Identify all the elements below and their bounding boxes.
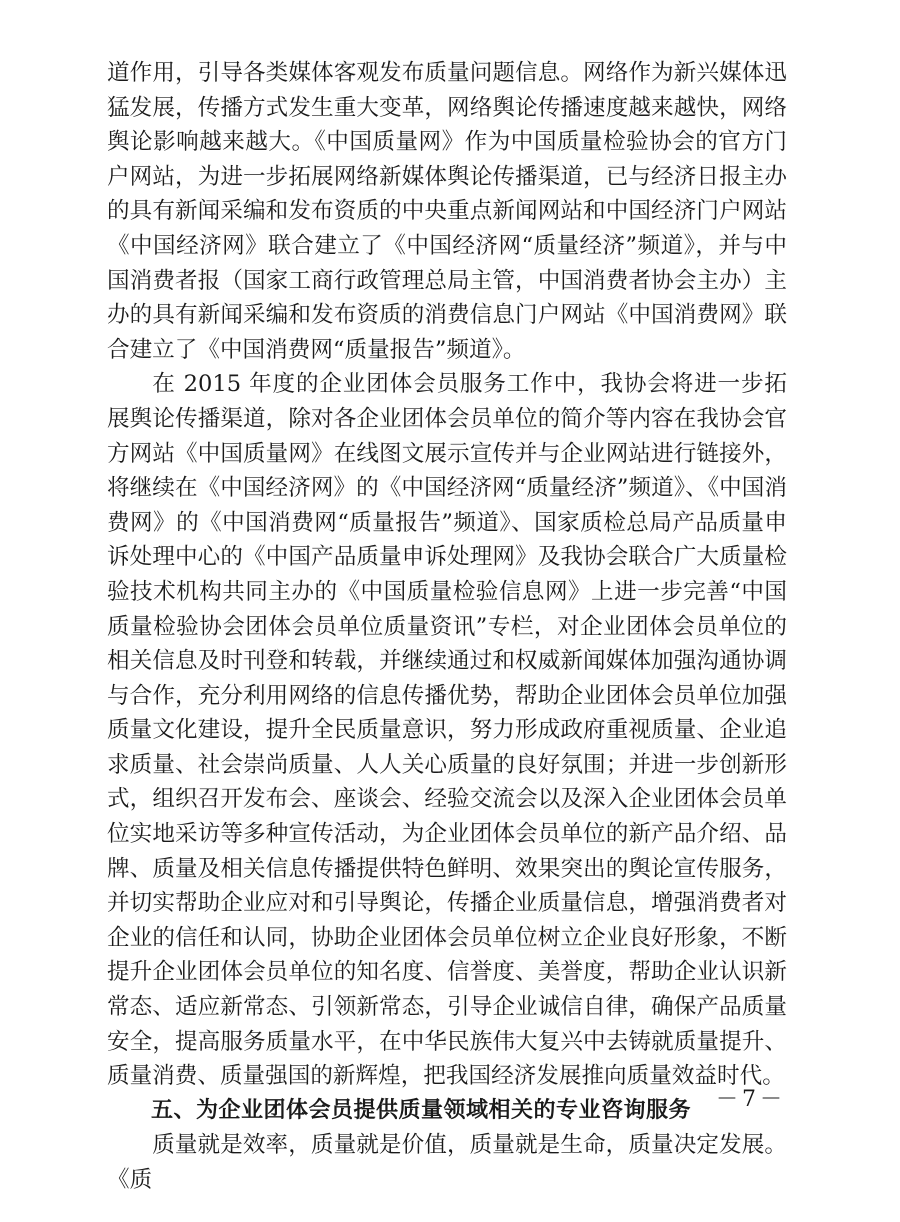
paragraph-quality-importance: 质量就是效率，质量就是价值，质量就是生命，质量决定发展。《质 [107,1132,787,1193]
paragraph-media-channels: 道作用，引导各类媒体客观发布质量问题信息。网络作为新兴媒体迅猛发展，传播方式发生重大变革，网络舆论传播速度越来越快，网络舆论影响越来越大。《中国质量网》作为中国质量检验协会的官方门户网站，为进一步拓展网络新媒体舆论传播渠道，已与经济日报主办的具有新闻采编和发布资质的中央重点新闻网站和中国经济门户网站《中国经济网》联合建立了《中国经济网“质量经济”频道》，并与中国消费者报（国家工商行政管理总局主管，中国消费者协会主办）主办的具有新闻采编和发布资质的消费信息门户网站《中国消费网》联合建立了《中国消费网“质量报告”频道》。 [107,60,787,363]
section-heading: 五、为企业团体会员提供质量领域相关的专业咨询服务 [151,1097,692,1123]
page-number: －7－ [716,1087,786,1112]
document-body [107,56,787,1198]
paragraph-2015-member-services: 在 2015 年度的企业团体会员服务工作中，我协会将进一步拓展舆论传播渠道，除对各企业团体会员单位的简介等内容在我协会官方网站《中国质量网》在线图文展示宣传并与企业网站进行链接外，将继续在《中国经济网》的《中国经济网“质量经济”频道》、《中国消费网》的《中国消费网“质量报告”频道》、国家质检总局产品质量申诉处理中心的《中国产品质量申诉处理网》及我协会联合广大质量检验技术机构共同主办的《中国质量检验信息网》上进一步完善“中国质量检验协会团体会员单位质量资讯”专栏，对企业团体会员单位的相关信息及时刊登和转载，并继续通过和权威新闻媒体加强沟通协调与合作，充分利用网络的信息传播优势，帮助企业团体会员单位加强质量文化建设，提升全民质量意识，努力形成政府重视质量、企业追求质量、社会崇尚质量、人人关心质量的良好氛围；并进一步创新形式，组织召开发布会、座谈会、经验交流会以及深入企业团体会员单位实地采访等多种宣传活动，为企业团体会员单位的新产品介绍、品牌、质量及相关信息传播提供特色鲜明、效果突出的舆论宣传服务，并切实帮助企业应对和引导舆论，传播企业质量信息，增强消费者对企业的信任和认同，协助企业团体会员单位树立企业良好形象，不断提升企业团体会员单位的知名度、信誉度、美誉度，帮助企业认识新常态、适应新常态、引领新常态，引导企业诚信自律，确保产品质量安全，提高服务质量水平，在中华民族伟大复兴中去铸就质量提升、质量消费、质量强国的新辉煌，把我国经济发展推向质量效益时代。 [107,371,787,1090]
